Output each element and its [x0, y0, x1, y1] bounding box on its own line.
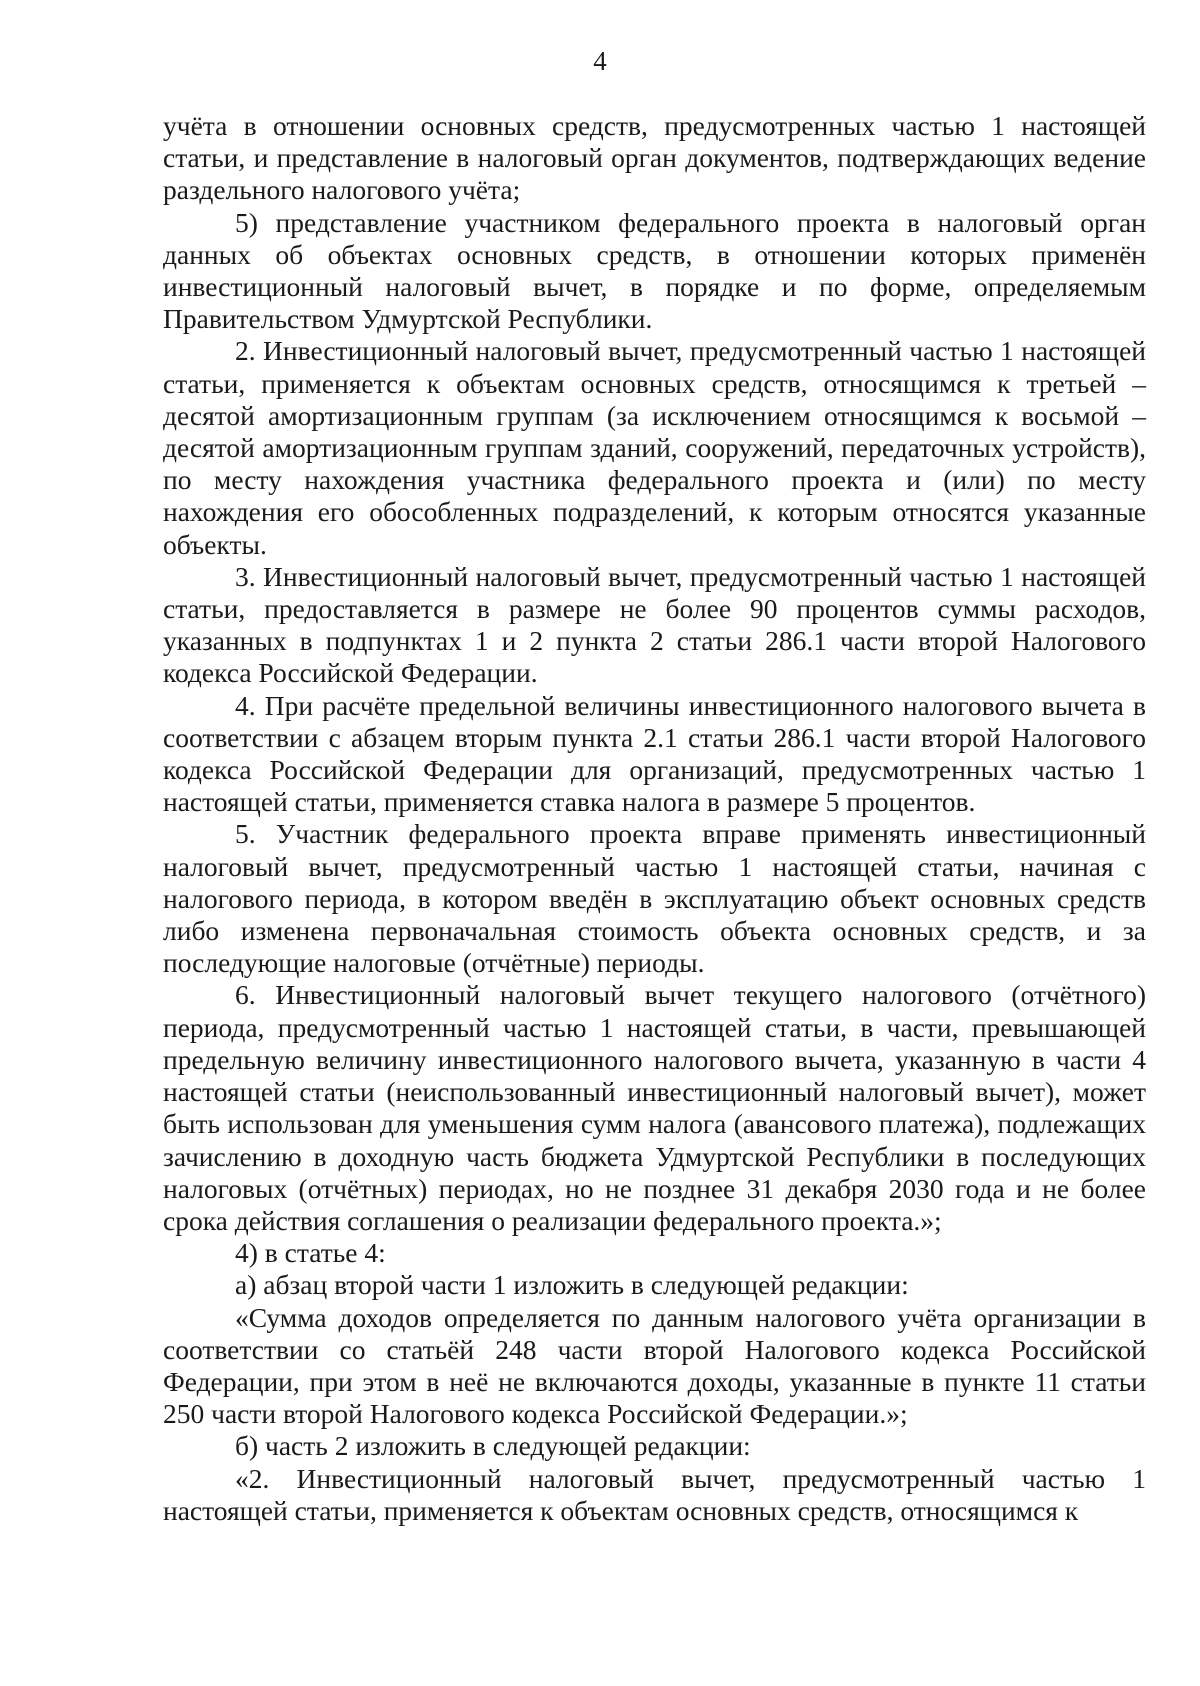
paragraph-amendment-4b: б) часть 2 изложить в следующей редакции: — [235, 1430, 751, 1462]
page-number: 4 — [593, 46, 607, 76]
paragraph-part-4: 4. При расчёте предельной величины инвестиционного налогового вычета в соответствии с абзацем вторым пункта 2.1 статьи 286.1 части второй Налогового кодекса Российской Федерации для организаций, предусмотренных частью 1 настоящей статьи, применяется ставка налога в размере 5 процентов. — [163, 689, 1146, 818]
document-body — [163, 110, 1146, 1527]
paragraph-amendment-4a: а) абзац второй части 1 изложить в следующей редакции: — [235, 1269, 909, 1301]
paragraph-part-3: 3. Инвестиционный налоговый вычет, предусмотренный частью 1 настоящей статьи, предоставляется в размере не более 90 процентов суммы расходов, указанных в подпунктах 1 и 2 пункта 2 статьи 286.1 части второй Налогового кодекса Российской Федерации. — [163, 560, 1146, 689]
paragraph-item-5: 5) представление участником федерального проекта в налоговый орган данных об объектах основных средств, в отношении которых применён инвестиционный налоговый вычет, в порядке и по форме, определяемым Правительством Удмуртской Республики. — [163, 206, 1146, 335]
paragraph-quoted-income: «Сумма доходов определяется по данным налогового учёта организации в соответствии со статьёй 248 части второй Налогового кодекса Российской Федерации, при этом в неё не включаются доходы, указанные в пункте 11 статьи 250 части второй Налогового кодекса Российской Федерации.»; — [163, 1301, 1146, 1430]
paragraph-continuation: учёта в отношении основных средств, предусмотренных частью 1 настоящей статьи, и представление в налоговый орган документов, подтверждающих ведение раздельного налогового учёта; — [163, 110, 1146, 206]
paragraph-part-2: 2. Инвестиционный налоговый вычет, предусмотренный частью 1 настоящей статьи, применяется к объектам основных средств, относящимся к третьей – десятой амортизационным группам (за исключением относящимся к восьмой – десятой амортизационным группам зданий, сооружений, передаточных устройств), по месту нахождения участника федерального проекта и (или) по месту нахождения его обособленных подразделений, к которым относятся указанные объекты. — [163, 335, 1146, 560]
paragraph-part-6: 6. Инвестиционный налоговый вычет текущего налогового (отчётного) периода, предусмотренный частью 1 настоящей статьи, в части, превышающей предельную величину инвестиционного налогового вычета, указанную в части 4 настоящей статьи (неиспользованный инвестиционный налоговый вычет), может быть использован для уменьшения сумм налога (авансового платежа), подлежащих зачислению в доходную часть бюджета Удмуртской Республики в последующих налоговых (отчётных) периодах, но не позднее 31 декабря 2030 года и не более срока действия соглашения о реализации федерального проекта.»; — [163, 979, 1146, 1236]
paragraph-part-5: 5. Участник федерального проекта вправе применять инвестиционный налоговый вычет, предусмотренный частью 1 настоящей статьи, начиная с налогового периода, в котором введён в эксплуатацию объект основных средств либо изменена первоначальная стоимость объекта основных средств, и за последующие налоговые (отчётные) периоды. — [163, 818, 1146, 979]
paragraph-quoted-part-2: «2. Инвестиционный налоговый вычет, предусмотренный частью 1 настоящей статьи, применяется к объектам основных средств, относящимся к — [163, 1462, 1146, 1526]
paragraph-amendment-4: 4) в статье 4: — [235, 1237, 386, 1269]
